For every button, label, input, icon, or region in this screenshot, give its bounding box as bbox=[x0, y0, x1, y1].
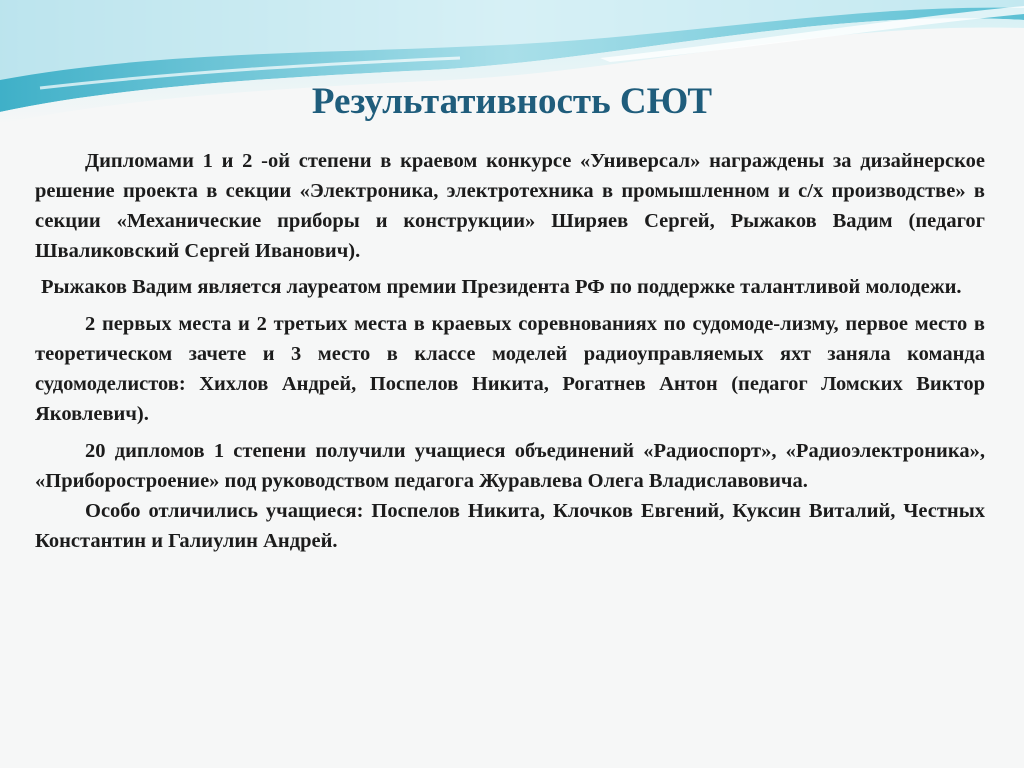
slide-title: Результативность СЮТ bbox=[311, 81, 713, 122]
slide-body bbox=[35, 146, 985, 556]
paragraph-distinguished-students: Особо отличились учащиеся: Поспелов Никита, Клочков Евгений, Куксин Виталий, Честных Константин и Галиулин Андрей. bbox=[35, 500, 985, 552]
paragraph-universal-contest: Дипломами 1 и 2 -ой степени в краевом конкурсе «Универсал» награждены за дизайнерское решение проекта в секции «Электроника, электротехника в промышленном и с/х производстве» в секции «Механические приборы и конструкции» Ширяев Сергей, Рыжаков Вадим (педагог Швaликовский Сергей Иванович). bbox=[35, 150, 985, 262]
paragraph-ship-modeling: 2 первых места и 2 третьих места в краевых соревнованиях по судомоде-лизму, первое место в теоретическом зачете и 3 место в классе моделей радиоуправляемых яхт заняла команда судомоделистов: Хихлов Андрей, Поспелов Никита, Рогатнев Антон (педагог Ломских Виктор Яковлевич). bbox=[35, 313, 985, 425]
paragraph-president-prize: Рыжаков Вадим является лауреатом премии Президента РФ по поддержке талантливой молодежи. bbox=[41, 276, 962, 298]
paragraph-diplomas: 20 дипломов 1 степени получили учащиеся объединений «Радиоспорт», «Радиоэлектроника», «Приборостроение» под руководством педагога Журавлева Олега Владиславовича. bbox=[35, 440, 985, 492]
